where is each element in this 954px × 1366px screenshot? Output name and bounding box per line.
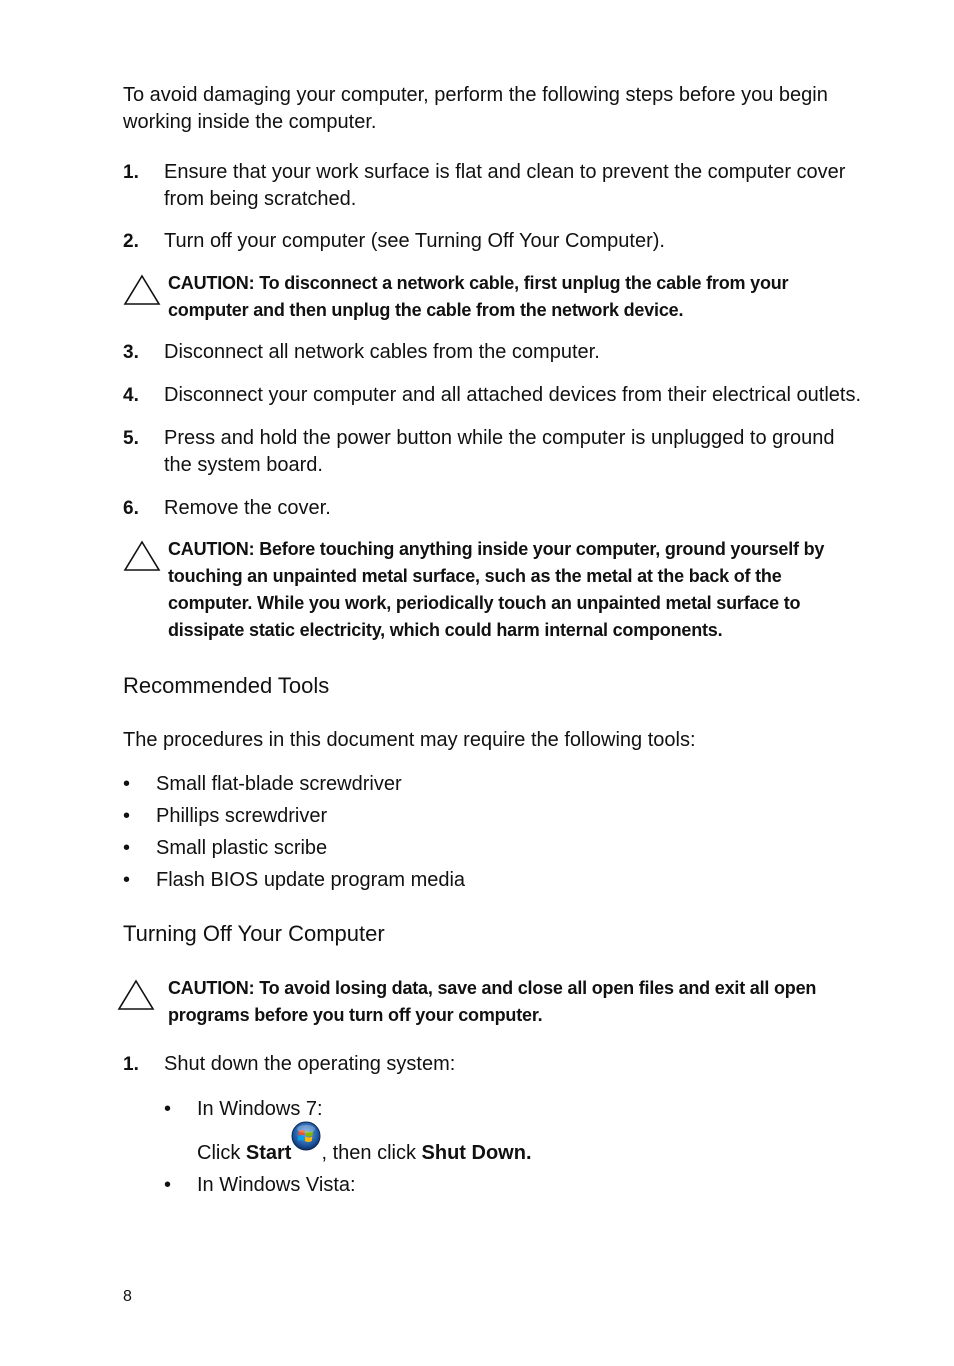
shutdown-step-1 <box>123 1051 863 1078</box>
tools-intro: The procedures in this document may require the following tools: <box>123 729 696 751</box>
windows-start-icon <box>291 1121 321 1151</box>
caution-triangle-icon <box>117 979 155 1011</box>
caution-label: CAUTION: <box>168 539 255 559</box>
step-5 <box>123 425 863 479</box>
page-content <box>123 82 863 1199</box>
caution-text: To disconnect a network cable, first unplug the cable from your computer and then unplug the cable from the network device. <box>168 273 789 320</box>
list-item-text: In Windows Vista: <box>197 1174 356 1196</box>
step-text: Press and hold the power button while the computer is unplugged to ground the system board. <box>164 427 835 476</box>
caution-triangle-icon <box>123 540 161 572</box>
step-3 <box>123 339 863 366</box>
bullet: • <box>164 1174 172 1196</box>
step-1 <box>123 159 863 213</box>
step-text: Shut down the operating system: <box>164 1053 456 1075</box>
instruction-text: , then click <box>321 1142 422 1164</box>
list-item-windows-vista <box>164 1172 863 1199</box>
step-text: Turn off your computer (see Turning Off Your Computer). <box>164 230 665 252</box>
page-number: 8 <box>123 1288 132 1305</box>
bullet: • <box>123 773 131 795</box>
list-item-text: In Windows 7: <box>197 1098 323 1120</box>
caution-text: To avoid losing data, save and close all open files and exit all open programs before you turn off your computer. <box>168 978 817 1025</box>
os-list <box>164 1172 863 1199</box>
instruction-text: Click <box>197 1142 246 1164</box>
step-text: Disconnect your computer and all attached devices from their electrical outlets. <box>164 384 862 406</box>
step-text: Disconnect all network cables from the computer. <box>164 341 600 363</box>
step-number: 6. <box>123 498 139 519</box>
list-item-text: Small flat-blade screwdriver <box>156 773 402 795</box>
shut-down-label: Shut Down. <box>421 1142 532 1164</box>
list-item <box>123 800 863 832</box>
tools-list <box>123 768 863 896</box>
bullet: • <box>123 805 131 827</box>
windows-7-instruction <box>123 1131 863 1168</box>
step-number: 2. <box>123 231 139 252</box>
caution-triangle-icon <box>123 274 161 306</box>
step-number: 1. <box>123 162 139 183</box>
bullet: • <box>123 837 131 859</box>
os-list <box>164 1096 863 1123</box>
list-item <box>123 832 863 864</box>
list-item-windows-7 <box>164 1096 863 1123</box>
caution-label: CAUTION: <box>168 978 255 998</box>
caution-text: Before touching anything inside your computer, ground yourself by touching an unpainted metal surface, such as the metal at the back of the computer. While you work, periodically touch an unpainted metal surface to dissipate static electricity, which could harm internal components. <box>168 539 825 640</box>
caution-network <box>123 270 863 324</box>
step-number: 1. <box>123 1054 139 1075</box>
list-item-text: Phillips screwdriver <box>156 805 328 827</box>
recommended-tools-heading: Recommended Tools <box>123 673 330 698</box>
step-number: 3. <box>123 342 139 363</box>
turning-off-heading: Turning Off Your Computer <box>123 921 385 946</box>
step-text: Ensure that your work surface is flat and clean to prevent the computer cover from being scratched. <box>164 161 846 210</box>
caution-label: CAUTION: <box>168 273 255 293</box>
step-4 <box>123 382 863 409</box>
step-number: 4. <box>123 385 139 406</box>
list-item <box>123 864 863 896</box>
caution-static <box>123 536 863 644</box>
caution-data-loss <box>123 975 863 1029</box>
list-item <box>123 768 863 800</box>
list-item-text: Flash BIOS update program media <box>156 869 466 891</box>
bullet: • <box>123 869 131 891</box>
step-2 <box>123 228 863 255</box>
step-text: Remove the cover. <box>164 497 331 519</box>
start-label: Start <box>245 1142 292 1164</box>
intro-paragraph: To avoid damaging your computer, perform the following steps before you begin working inside the computer. <box>123 84 828 133</box>
list-item-text: Small plastic scribe <box>156 837 328 859</box>
step-number: 5. <box>123 428 139 449</box>
bullet: • <box>164 1098 172 1120</box>
step-6 <box>123 495 863 522</box>
